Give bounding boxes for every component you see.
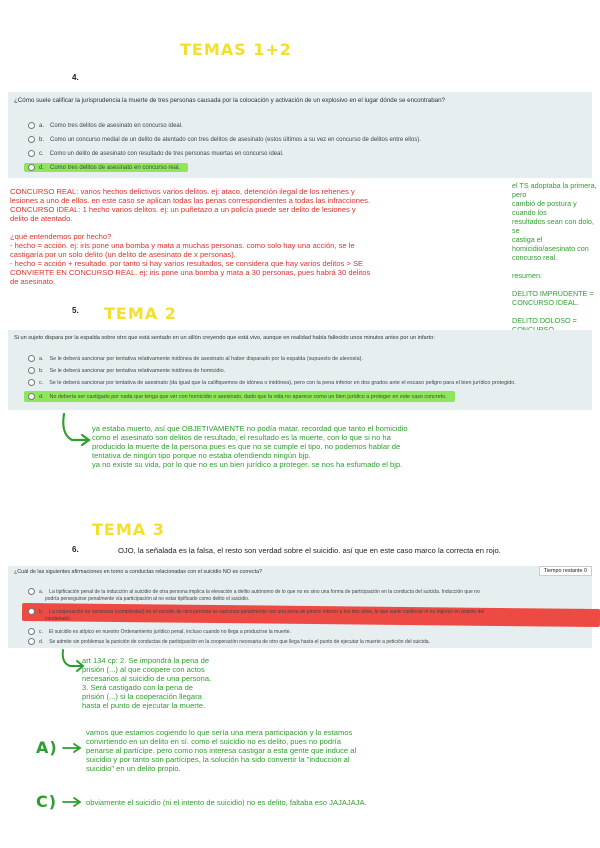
note-line: como el asesinato son delitos de resultado, el resultado es la muerte, con lo que si no ha [92,433,391,442]
radio-icon[interactable] [28,379,35,386]
heading-temas-1-2: TEMAS 1+2 [180,40,292,59]
radio-icon[interactable] [28,638,35,645]
question-4-notes-red [10,187,510,286]
note-line: producido la muerte de la persona pues es que no se cumple el tipo. no podemos hablar de [92,442,401,451]
question-4-box [8,92,592,178]
option-letter: c. [39,379,44,386]
question-4-option-d[interactable] [24,163,188,172]
note-line: ya estaba muerto, así que OBJETIVAMENTE no podía matar. recordad que tanto el homicidio [92,424,408,433]
option-letter: c. [39,151,44,158]
option-text: podría perseguirse penalmente vía participación al no estar tipificado como delito el suicidio. [45,596,250,602]
question-4-option-c[interactable] [28,150,283,157]
note-line: - hecho = acción. ej: iris pone una bomba y mata a muchas personas. como solo hay una acción, se le [10,241,355,250]
radio-icon[interactable] [28,393,35,400]
question-6-option-a-cont [45,596,249,602]
option-text: Se le deberá sancionar por tentativa relativamente inidónea de homicidio. [49,367,226,374]
option-text: No debería ser castigado por nada que tenga que ver con homicidio o asesinato, dado que la vida no aparece como un bien jurídico a proteger en este caso concreto. [49,393,447,400]
arrow-right-icon [62,796,82,808]
option-letter: a. [39,123,45,130]
option-text: La tipificación penal de la inducción al suicidio de otra persona implica la elevación a delito autónomo de lo que no es sino una forma de participación en la conducta del suicida. Inducción que no [49,588,480,595]
note-line: delito de atentado. [10,214,73,223]
note-line [512,307,598,316]
question-5-box [8,330,592,410]
question-4-option-b[interactable] [28,136,421,143]
option-text: condenado. [45,616,72,622]
note-line: vamos que estamos cogiendo lo que sería una mera participación y lo estamos [86,728,353,737]
option-text: Como tres delitos de asesinato en concurso real. [50,165,181,172]
note-line: el TS adoptaba la primera, pero [512,181,597,199]
question-5-number: 5. [72,306,79,315]
question-5-option-b[interactable] [28,367,225,374]
radio-icon[interactable] [28,136,35,143]
option-text: La cooperación no necesaria (complicidad) en el suicidio de otra persona se sanciona penalmente con una pena de prisión inferior a los dos años, lo que suele conllevar el no ingreso en prisión del [49,608,485,615]
question-6-option-d[interactable] [28,638,430,645]
question-5-notes-green [92,424,562,469]
note-line: art 134 cp: 2. Se impondrá la pena de [82,656,210,665]
radio-icon[interactable] [28,628,35,635]
question-6-option-c[interactable] [28,628,291,635]
note-line [512,280,598,289]
note-line [10,223,510,232]
radio-icon[interactable] [28,367,35,374]
note-c: obviamente el suicidio (ni el intento de suicidio) no es delito, faltaba eso JAJAJAJA. [86,798,367,807]
note-line: castigaría por un solo delito (un delito de asesinato de x personas). [10,250,236,259]
note-line: suicidio" en un delito propio. [86,764,181,773]
note-c-label: C) [36,792,58,811]
note-line: prisión (...) si la cooperación llegara [82,692,202,701]
note-line: resultados sean con dolo, se [512,217,594,235]
radio-icon[interactable] [28,122,35,129]
radio-icon[interactable] [28,608,35,615]
option-text: Como tres delitos de asesinato en concurso ideal. [50,123,183,130]
question-5-text: Si un sujeto dispara por la espalda sobre otro que está sentado en un sillón creyendo que está vivo, aunque en realidad había fallecido unos minutos antes por un infarto: [14,335,435,341]
curved-arrow-icon [58,412,94,448]
question-4-text: ¿Cómo suele calificar la jurisprudencia la muerte de tres personas causada por la colocación y activación de un explosivo en el lugar dónde se encontraban? [14,97,445,104]
note-line: CONCURSO IDEAL: 1 hecho varios delitos. ej: un puñetazo a un policía puede ser delito de lesiones y [10,205,356,214]
note-line: necesarios al suicidio de una persona. [82,674,212,683]
question-6-option-b[interactable] [28,608,484,615]
note-line: tentativa de ningún tipo porque no estaba ofendiendo ningún bjp. [92,451,311,460]
question-6-number: 6. [72,545,79,554]
question-4-number: 4. [72,73,79,82]
option-text: Se le deberá sancionar por tentativa de asesinato (da igual que la califiquemos de idónea o inidónea), pero con la pena inferior en dos grados ante el escaso peligro para el bien jurídico protegido. [49,379,516,386]
red-highlight [22,603,600,627]
note-a-label: A) [36,738,58,757]
option-text: Se admite sin problemas la punición de conductas de participación en la cooperación necesaria de otro que llega hasta el punto de ejecutar la muerte a petición del suicida. [49,638,430,645]
option-letter: b. [39,367,44,374]
note-line: CONVIERTE EN CONCURSO REAL. ej: iris pone una bomba y mata a 30 personas, pues habrá 30 delitos [10,268,371,277]
heading-tema-2: TEMA 2 [104,304,177,323]
question-5-option-c[interactable] [28,379,516,386]
note-a [86,728,426,773]
option-text: Como un concurso medial de un delito de atentado con tres delitos de asesinato (estos últimos a su vez en concurso de delitos entre ellos). [50,137,421,144]
question-6-intro: OJO, la señalada es la falsa, el resto son verdad sobre el suicidio. así que en este caso marco la correcta en rojo. [118,546,501,555]
note-line: lesiones a uno de ellos. en este caso se aplican todas las penas correspondientes a todas las infracciones. [10,196,371,205]
option-letter: a. [39,355,44,362]
article-note [82,656,292,710]
radio-icon[interactable] [28,150,35,157]
option-letter: d. [39,165,45,172]
note-line: - hecho = acción + resultado. por tanto si hay varios resultados, se considera que hay varios delitos > SE [10,259,364,268]
note-line: resumen: [512,271,542,280]
note-line: suicidio y por tanto son partícipes, la solución ha sido convertir la "inducción al [86,755,350,764]
question-6-option-b-cont [45,616,71,622]
note-line [512,262,598,271]
question-5-option-a[interactable] [28,355,363,362]
radio-icon[interactable] [28,588,35,595]
note-line: ya no existe su vida, por lo que no es un bien jurídico a proteger. se nos ha esfumado el bjp. [92,460,403,469]
question-4-notes-green [512,181,598,343]
note-line: 3. Será castigado con la pena de [82,683,194,692]
note-line: de asesinato. [10,277,56,286]
radio-icon[interactable] [28,355,35,362]
question-5-option-d[interactable] [24,391,455,402]
note-line: prisión (...) al que coopere con actos [82,665,205,674]
radio-icon[interactable] [28,164,35,171]
option-letter: d. [39,393,44,400]
arrow-right-icon [62,742,82,754]
note-line: convirtiendo en un delito en sí. como el suicidio no es delito, pues no podría [86,737,341,746]
note-line: CONCURSO REAL: varios hechos delictivos varios delitos. ej: ataco, detención ilegal de los rehenes y [10,187,355,196]
option-letter: b. [39,137,45,144]
option-text: El suicidio es atípico en nuestro Ordenamiento jurídico penal, incluso cuando no llega a producirse la muerte. [48,628,291,635]
note-line: penarse al partícipe. pero como nos interesa castigar a esta gente que induce al [86,746,357,755]
note-line: ¿qué entendemos por hecho? [10,232,112,241]
note-line: cambió de postura y cuando los [512,199,577,217]
option-letter: d. [39,638,44,645]
question-4-option-a[interactable] [28,122,183,129]
question-6-option-a[interactable] [28,588,480,595]
option-text: Como un delito de asesinato con resultado de tres personas muertas en concurso ideal. [49,151,284,158]
question-6-text: ¿Cuál de las siguientes afirmaciones en torno a conductas relacionadas con el suicidio NO es correcta? [14,569,263,575]
question-6-box [8,566,592,648]
option-letter: c. [39,628,43,635]
note-line: hasta el punto de ejecutar la muerte. [82,701,206,710]
heading-tema-3: TEMA 3 [92,520,165,539]
option-letter: a. [39,588,44,595]
note-line: castiga el homicidio/asesinato con [512,235,589,253]
note-line: concurso real. [512,253,558,262]
option-text: Se le deberá sancionar por tentativa relativamente inidónea de asesinato al haber disparado por la espalda (supuesto de alevosía). [49,355,363,362]
option-letter: b. [39,608,44,615]
timer-label: Tiempo restante 0 [539,566,592,576]
note-line: DELITO IMPRUDENTE = [512,289,594,298]
note-line: DELITO DOLOSO = [512,316,577,325]
note-line: CONCURSO IDEAL. [512,298,579,307]
